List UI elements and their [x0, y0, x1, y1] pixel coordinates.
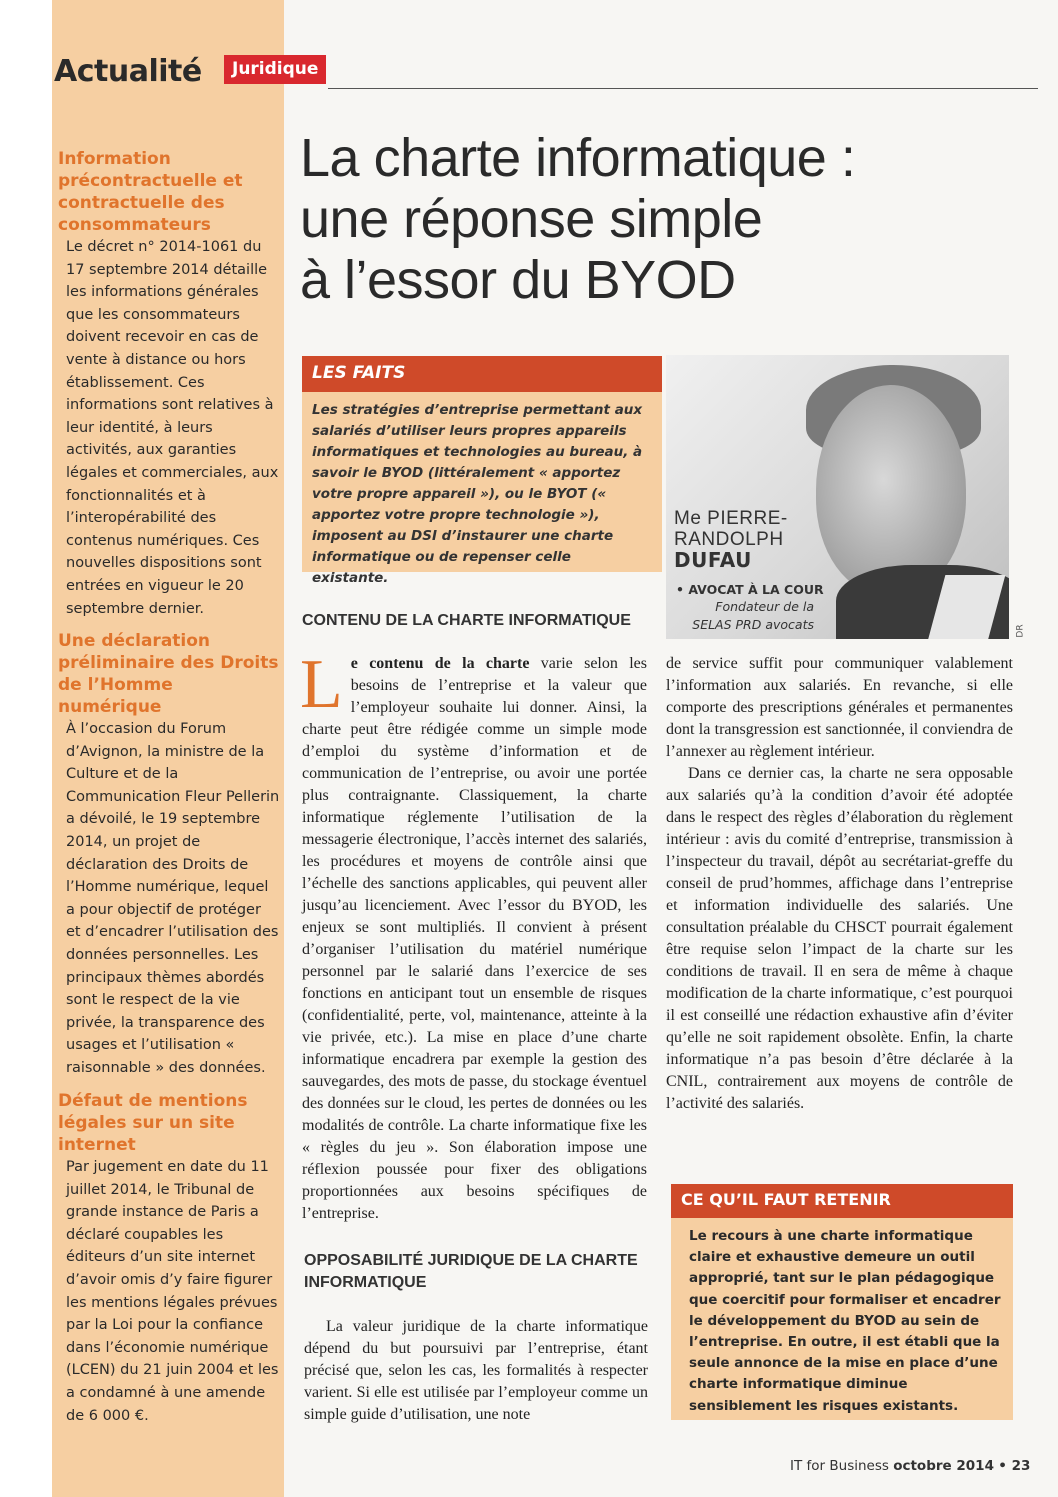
body-column	[666, 653, 1013, 1115]
article-headline	[300, 128, 1030, 311]
retenir-text: Le recours à une charte informatique claire et exhaustive demeure un outil approprié, tant sur le plan pédagogique que coercitif pour formaliser et encadrer le développement du BYOD au sein de l’entreprise. En outre, il est établi que la seule annonce de la mise en place d’une charte informatique diminue sensiblement les risques existants.	[689, 1228, 1001, 1414]
drop-cap: L	[300, 646, 343, 723]
footer-issue: octobre 2014	[893, 1458, 994, 1474]
faits-text: Les stratégies d’entreprise permettant aux salariés d’utiliser leurs propres appareils informatiques et technologies au bureau, à savoir le BYOD (littéralement « apportez votre propre appareil »), ou le BYOT (« apportez votre propre technologie »), imposent au DSI d’instaurer une charte informatique ou de repenser celle existante.	[312, 402, 643, 586]
faits-header	[302, 356, 662, 392]
retenir-box	[671, 1184, 1013, 1420]
headline-line: une réponse simple	[300, 189, 763, 249]
subhead: OPPOSABILITÉ JURIDIQUE DE LA CHARTE INFORMATIQUE	[304, 1252, 638, 1291]
headline-line: La charte informatique :	[300, 128, 856, 188]
author-affiliation	[650, 598, 814, 634]
footer-publication: IT for Business	[790, 1458, 889, 1474]
sidebar-heading: Une déclaration préliminaire des Droits de l’Homme numérique	[58, 631, 279, 717]
subhead: CONTENU DE LA CHARTE INFORMATIQUE	[302, 612, 631, 629]
author-role: • AVOCAT À LA COUR	[676, 582, 824, 597]
page-margin	[0, 0, 52, 1497]
rubric-tag: Juridique	[224, 55, 326, 84]
author-affiliation-line: SELAS PRD avocats	[692, 617, 814, 632]
rubric-title: Actualité	[54, 54, 202, 89]
photo-face	[816, 385, 966, 595]
body-column	[300, 646, 647, 1225]
sidebar-text: Par jugement en date du 11 juillet 2014, le Tribunal de grande instance de Paris a déclaré coupables les éditeurs d’un site internet d’avoir omis d’y faire figurer les mentions légales prévues par la Loi pour la confiance dans l’économie numérique (LCEN) du 21 juin 2004 et les a condamné à une amende de 6 000 €.	[66, 1159, 279, 1424]
footer-page-number: • 23	[998, 1458, 1031, 1474]
sidebar-section	[58, 1090, 280, 1427]
page-footer	[790, 1458, 1030, 1474]
body-column	[304, 1316, 648, 1426]
author-first: RANDOLPH	[674, 529, 784, 550]
sidebar-heading: Défaut de mentions légales sur un site internet	[58, 1091, 248, 1155]
retenir-label: CE QU’IL FAUT RETENIR	[681, 1190, 891, 1209]
headline-line: à l’essor du BYOD	[300, 250, 736, 310]
faits-label: LES FAITS	[312, 363, 406, 383]
sidebar-section	[58, 630, 280, 1080]
author-affiliation-line: Fondateur de la	[715, 599, 814, 614]
sidebar-section	[58, 148, 280, 620]
faits-box	[302, 356, 662, 586]
author-prefix: Me PIERRE-	[674, 508, 788, 529]
author-name	[674, 508, 788, 572]
photo-credit: DR	[1015, 624, 1026, 638]
author-last: DUFAU	[674, 548, 752, 572]
body-paragraph: de service suffit pour communiquer valablement l’information aux salariés. En revanche, si elle comporte des prescriptions générales et permanentes dont la transgression est sanctionnée, il conviendra de l’annexer au règlement intérieur.	[666, 655, 1013, 760]
body-paragraph: La valeur juridique de la charte informatique dépend du but poursuivi par l’entreprise, étant précisé que, selon les cas, les formalités à respecter varient. Si elle est utilisée par l’employeur comme un simple guide d’utilisation, une note	[304, 1318, 648, 1423]
lead-bold: e contenu de la charte	[350, 655, 530, 672]
lead-paragraph	[300, 646, 647, 1225]
sidebar-heading: Information précontractuelle et contractuelle des consommateurs	[58, 149, 243, 235]
lead-text: varie selon les besoins de l’entreprise et la valeur que l’employeur souhaite lui donner. Ainsi, la charte peut être rédigée comme un simple mode d’emploi du système d’information et de communication de l’entreprise, ou avoir une portée plus contraignante. Classiquement, la charte informatique réglemente l’utilisation de la messagerie électronique, l’accès internet des salariés, les procédures et moyens de contrôle ainsi que l’échelle des sanctions applicables, qui peuvent aller jusqu’au licenciement. Avec l’essor du BYOD, les enjeux se sont multipliés. Il convient à présent d’organiser l’utilisation du matériel numérique personnel par le salarié dans l’exercice de ses fonctions en anticipant tout un ensemble de risques (confidentialité, perte, vol, maintenance, atteinte à la vie privée, etc.). La mise en place d’une charte informatique encadrera par exemple la gestion des sauvegardes, des mots de passe, du stockage éventuel des données sur le cloud, les pertes de données ou les modalités de contrôle. La charte informatique fixe les « règles du jeu ». Son élaboration impose une réflexion poussée pour fixer des obligations proportionnées aux besoins spécifiques de l’entreprise.	[302, 655, 647, 1222]
retenir-header	[671, 1184, 1013, 1218]
rubric-rule	[328, 88, 1038, 89]
sidebar-text: Le décret n° 2014-1061 du 17 septembre 2014 détaille les informations générales que les consommateurs doivent recevoir en cas de vente à distance ou hors établissement. Ces informations sont relatives à leur identité, à leurs activités, aux garanties légales et commerciales, aux fonctionnalités et à l’interopérabilité des contenus numériques. Ces nouvelles dispositions sont entrées en vigueur le 20 septembre dernier.	[66, 239, 279, 617]
sidebar-text: À l’occasion du Forum d’Avignon, la ministre de la Culture et de la Communication Fleur Pellerin a dévoilé, le 19 septembre 2014, un projet de déclaration des Droits de l’Homme numérique, lequel a pour objectif de protéger et d’encadrer l’utilisation des données personnelles. Les principaux thèmes abordés sont le respect de la vie privée, la transparence des usages et l’utilisation « raisonnable » des données.	[66, 721, 280, 1076]
body-paragraph: Dans ce dernier cas, la charte ne sera opposable aux salariés qu’à la condition d’avoir été adoptée dans le respect des règles d’élaboration du règlement intérieur : avis du comité d’entreprise, transmission à l’inspecteur du travail, dépôt au secrétariat-greffe du conseil de prud’hommes, affichage dans l’entreprise et information individuelle des salariés. Une consultation préalable du CHSCT pourrait également être requise selon l’impact de la charte sur les conditions de travail. Il en sera de même à chaque modification de la charte informatique, c’est pourquoi il est conseillé une rédaction exhaustive afin d’éviter qu’elle ne soit rapidement obsolète. Enfin, la charte informatique n’a pas besoin d’être déclarée à la CNIL, contrairement aux moyens de contrôle de l’activité des salariés.	[666, 765, 1013, 1112]
